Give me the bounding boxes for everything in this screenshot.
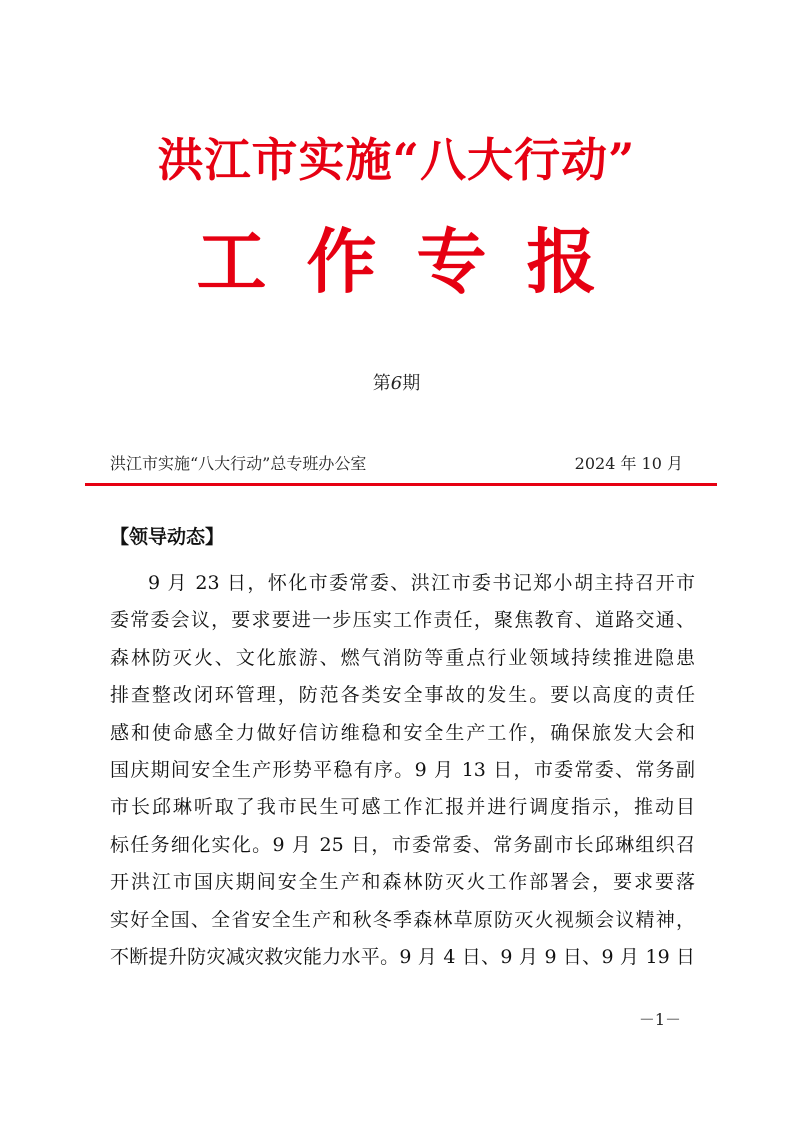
body-line: 国庆期间安全生产形势平稳有序。9 月 13 日，市委常委、常务副 <box>110 758 695 781</box>
document-subtitle: 工作专报 <box>196 220 637 303</box>
body-line: 不断提升防灾减灾救灾能力水平。9 月 4 日、9 月 9 日、9 月 19 日 <box>110 945 695 968</box>
body-line: 9 月 23 日，怀化市委常委、洪江市委书记郑小胡主持召开市 <box>148 572 695 594</box>
issue-suffix: 期 <box>402 373 421 394</box>
issue-number <box>0 370 793 398</box>
issuing-office: 洪江市实施“八大行动”总专班办公室 <box>110 454 367 473</box>
document-title: 洪江市实施“八大行动” <box>157 133 636 187</box>
body-line: 市长邱琳听取了我市民生可感工作汇报并进行调度指示，推动目 <box>110 796 695 819</box>
body-line: 标任务细化实化。9 月 25 日，市委常委、常务副市长邱琳组织召 <box>110 833 695 856</box>
issue-value: 6 <box>390 373 403 394</box>
body-line: 实好全国、全省安全生产和秋冬季森林草原防灭火视频会议精神， <box>110 908 695 931</box>
issue-date: 2024 年 10 月 <box>574 454 683 473</box>
issue-prefix: 第 <box>372 373 391 394</box>
section-heading: 【领导动态】 <box>110 526 225 548</box>
body-line: 森林防灭火、文化旅游、燃气消防等重点行业领域持续推进隐患 <box>110 646 695 669</box>
section-body <box>110 565 695 976</box>
body-line: 排查整改闭环管理，防范各类安全事故的发生。要以高度的责任 <box>110 684 695 707</box>
masthead-meta <box>110 452 683 476</box>
page-number: －1－ <box>638 1010 681 1029</box>
body-line: 委常委会议，要求要进一步压实工作责任，聚焦教育、道路交通、 <box>110 609 695 632</box>
red-divider <box>85 483 717 486</box>
body-line: 开洪江市国庆期间安全生产和森林防灭火工作部署会，要求要落 <box>110 871 695 894</box>
body-line: 感和使命感全力做好信访维稳和安全生产工作，确保旅发大会和 <box>110 721 695 744</box>
